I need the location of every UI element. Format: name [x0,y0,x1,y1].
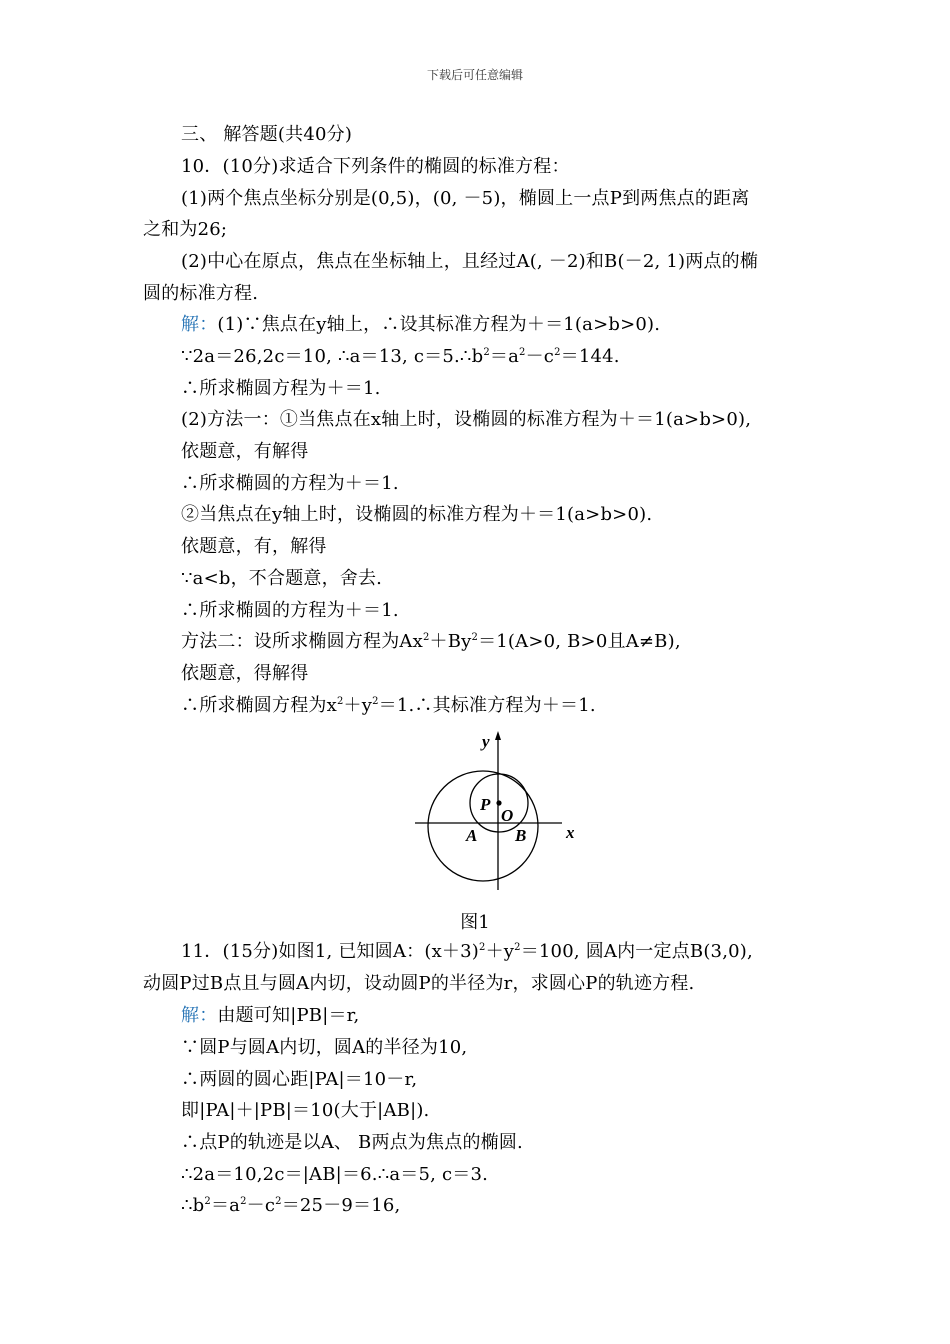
label-p: P [480,795,491,814]
sol11-line5: ∴点P的轨迹是以A、 B两点为焦点的椭圆. [181,1132,523,1153]
label-x: x [566,823,575,842]
sol10-line13: ∴所求椭圆方程为$x^2+y^2=1.\therefore$其标准方程为＋＝1. [181,695,596,716]
sol11-line2: ∵圆P与圆A内切，圆A的半径为10, [181,1037,468,1058]
sol10-line7: ②当焦点在y轴上时，设椭圆的标准方程为＋＝1(a>b>0). [181,504,653,525]
sol10-line3: ∴所求椭圆方程为＋＝1. [181,378,381,399]
figure-circles [410,728,590,893]
q10-part1-line1: (1)两个焦点坐标分别是(0,5)，(0, －5)，椭圆上一点P到两焦点的距离 [181,188,750,209]
y-arrow [495,731,501,740]
solution-label: 解： [181,1005,218,1026]
sol11-line7: $\therefore b^2=a^2-c^2=25-9=16$, [181,1195,401,1216]
sol10-line4: (2)方法一：①当焦点在x轴上时，设椭圆的标准方程为＋＝1(a>b>0), [181,409,752,430]
sol11-line4: 即|PA|＋|PB|＝10(大于|AB|). [181,1100,430,1121]
sol10-line10: ∴所求椭圆的方程为＋＝1. [181,600,399,621]
label-a: A [466,826,478,845]
sol10-line9: ∵a<b，不合题意，舍去. [181,568,383,589]
sol10-line5: 依题意，有解得 [181,441,309,462]
sol10-line2: ∵2a＝26,2c＝10, ∴a＝13, $c=5.\therefore b^2=a^2-c^2=144$. [181,346,620,367]
sol11-line3: ∴两圆的圆心距|PA|＝10－r, [181,1069,418,1090]
figure-caption: 图1 [460,912,490,933]
sol10-line11: 方法二：设所求椭圆方程为$Ax^2+By^2=1(A>0$, B>0且A≠B), [181,631,681,652]
q10-stem: 10．(10分)求适合下列条件的椭圆的标准方程： [181,156,570,177]
q10-part2-line2: 圆的标准方程. [143,283,259,304]
q11-line2: 动圆P过B点且与圆A内切，设动圆P的半径为r，求圆心P的轨迹方程. [143,973,695,994]
sol11-line1: 解：由题可知|PB|＝r, [181,1005,360,1026]
sol10-line1: 解：(1)∵焦点在y轴上，∴设其标准方程为＋＝1(a>b>0). [181,314,661,335]
q10-part1-line2: 之和为26; [143,219,228,240]
sol10-line12: 依题意，得解得 [181,663,309,684]
sol10-line6: ∴所求椭圆的方程为＋＝1. [181,473,399,494]
point-p [496,800,501,805]
page-header: 下载后可任意编辑 [426,68,523,82]
q10-part2-line1: (2)中心在原点，焦点在坐标轴上，且经过A(, －2)和B(－2, 1)两点的椭 [181,251,759,272]
label-o: O [501,806,514,825]
sol11-line6: ∴2a＝10,2c＝|AB|＝6.∴a＝5, c＝3. [181,1164,489,1185]
label-b: B [515,826,527,845]
sol10-line8: 依题意，有，解得 [181,536,327,557]
solution-label: 解： [181,314,218,335]
q11-line1: 11．(15分)如图1, 已知圆A：$(x+3)^2+y^2=100$, 圆A内一定点B(3,0), [181,941,753,962]
label-y: y [482,732,490,751]
section-title: 三、 解答题(共40分) [181,124,353,145]
